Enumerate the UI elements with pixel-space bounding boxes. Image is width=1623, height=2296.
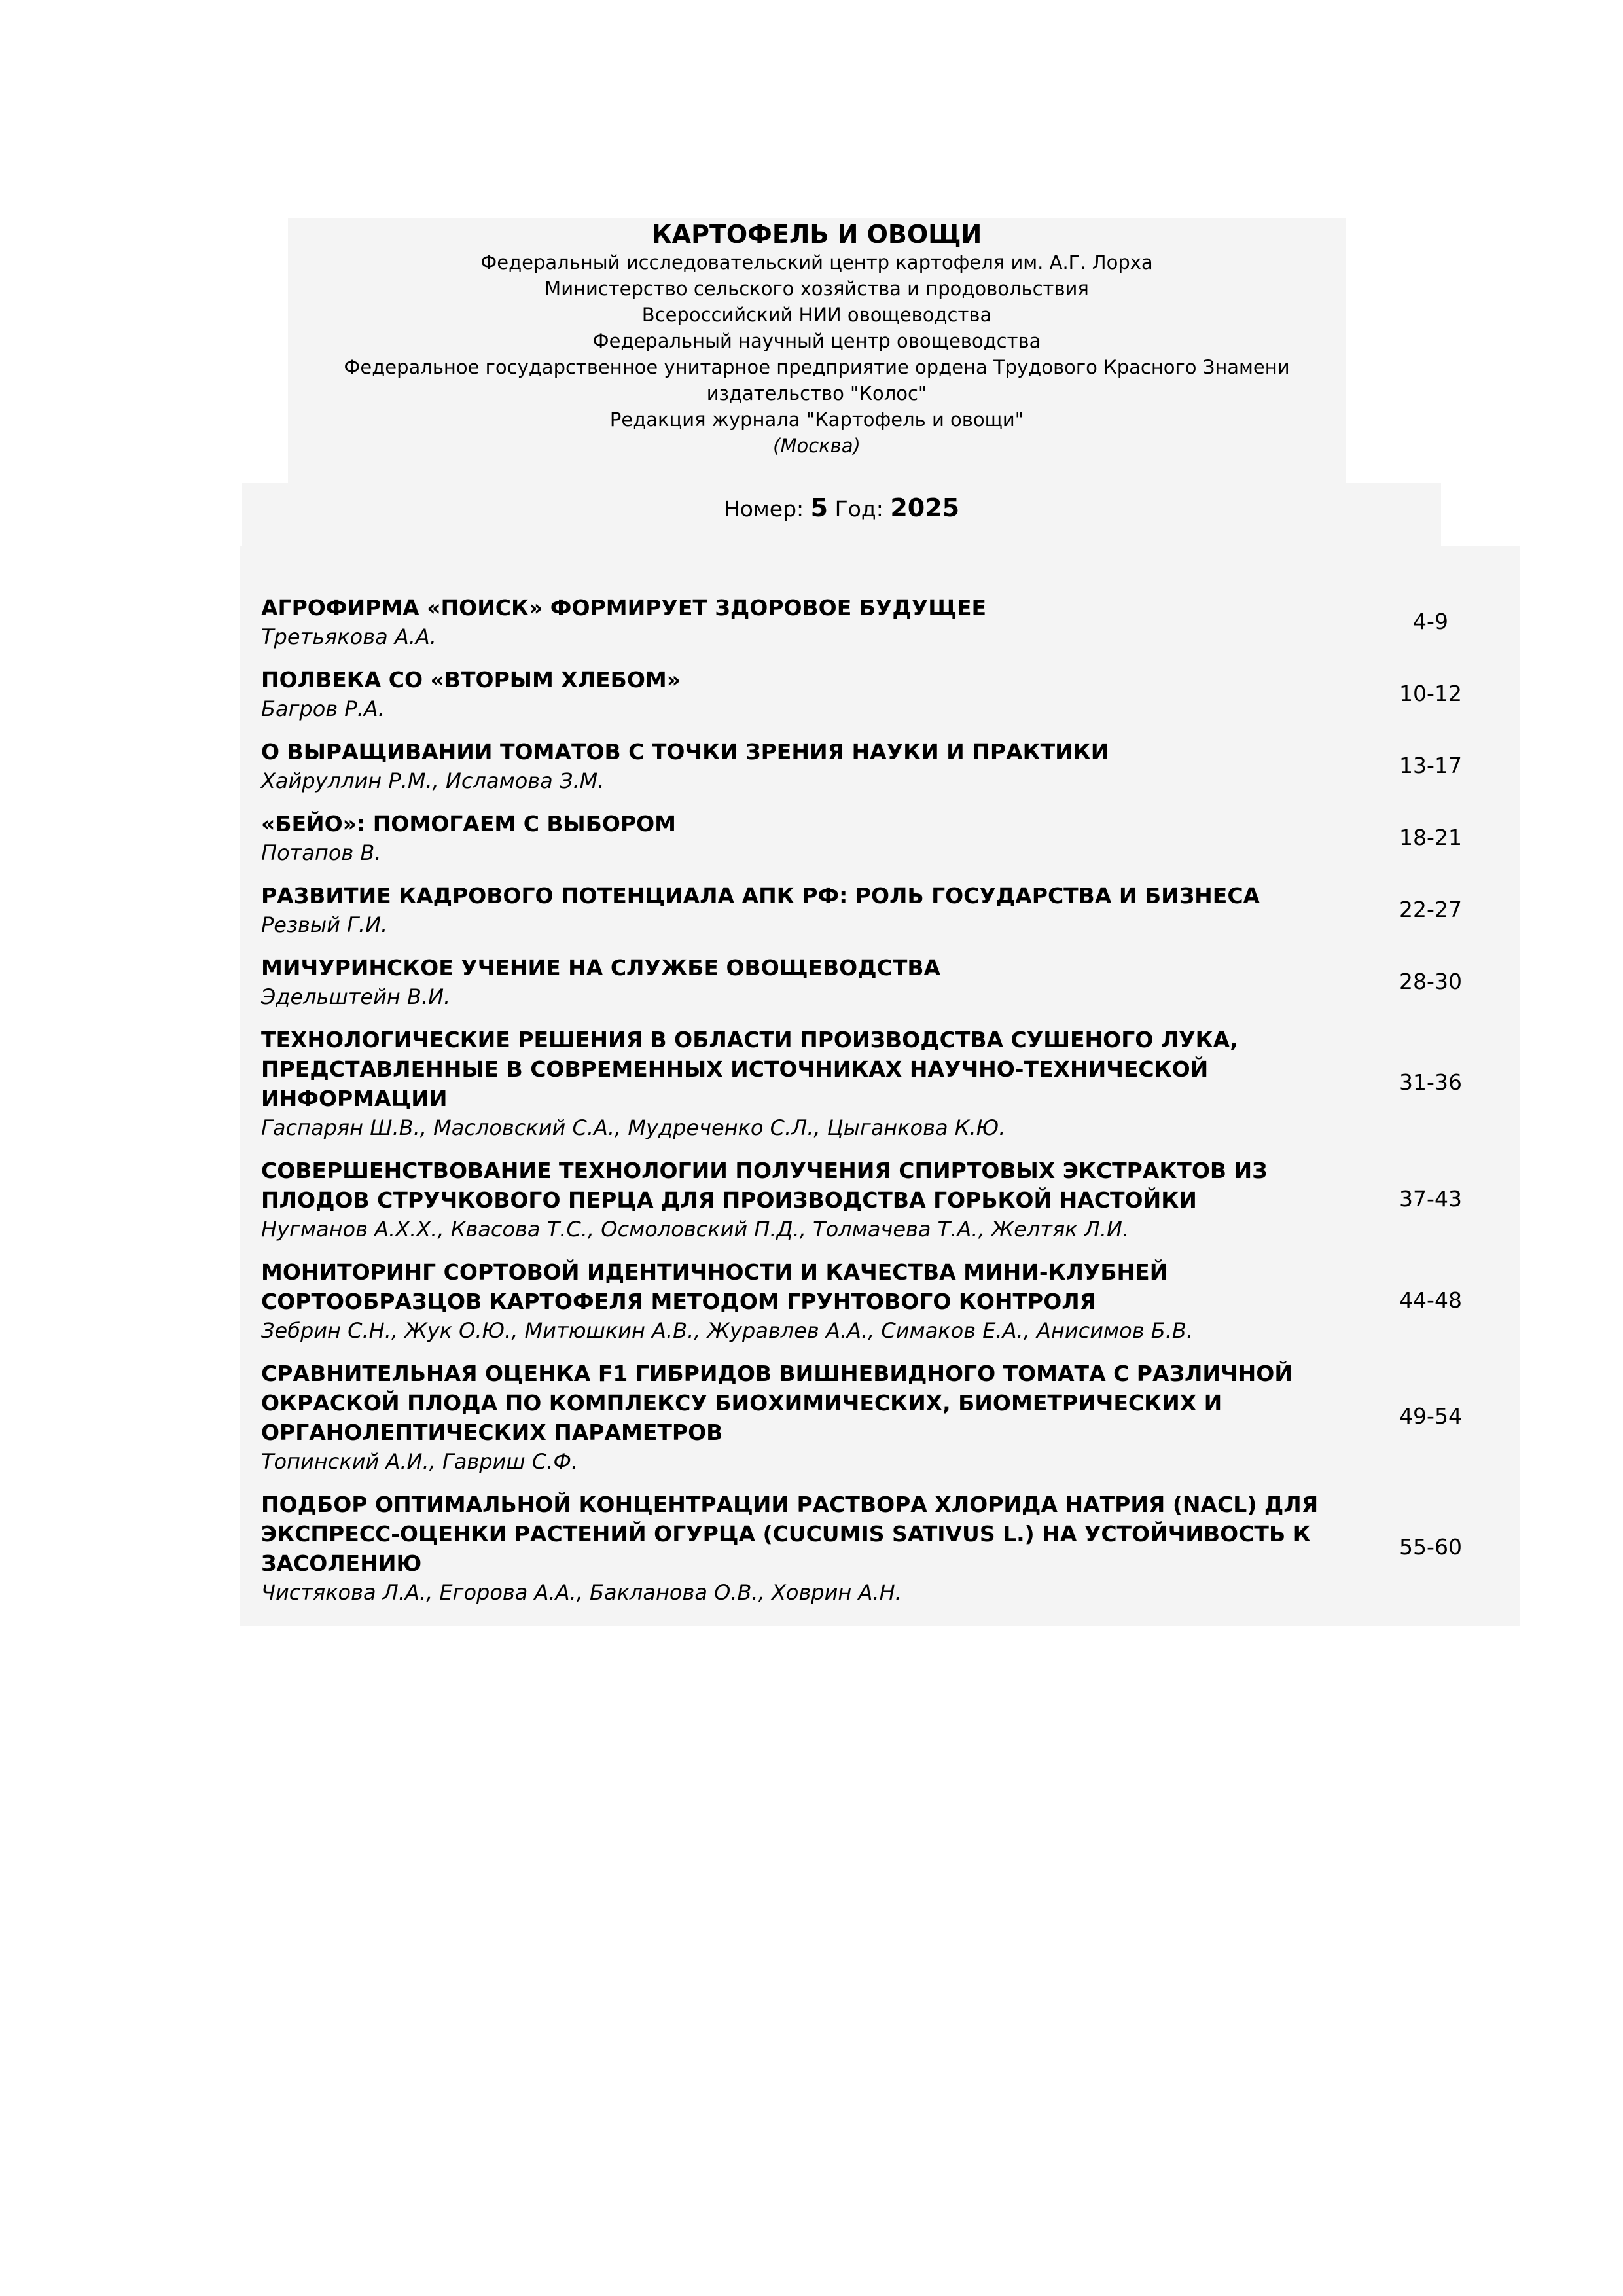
toc-entry[interactable]: [261, 665, 1505, 723]
article-title: АГРОФИРМА «ПОИСК» ФОРМИРУЕТ ЗДОРОВОЕ БУДУЩЕЕ: [261, 595, 987, 620]
article-authors: Хайруллин Р.М., Исламова З.М.: [261, 768, 605, 793]
organization-line: Федеральное государственное унитарное предприятие ордена Трудового Красного Знамени: [344, 356, 1290, 378]
article-authors: Потапов В.: [261, 840, 382, 865]
toc-entry[interactable]: [261, 881, 1505, 939]
article-pages: 37-43: [1399, 1186, 1462, 1211]
article-pages: 10-12: [1399, 681, 1462, 706]
article-title: ПЛОДОВ СТРУЧКОВОГО ПЕРЦА ДЛЯ ПРОИЗВОДСТВА ГОРЬКОЙ НАСТОЙКИ: [261, 1187, 1197, 1213]
article-title: МИЧУРИНСКОЕ УЧЕНИЕ НА СЛУЖБЕ ОВОЩЕВОДСТВА: [261, 955, 941, 980]
issue-year: 2025: [890, 493, 960, 522]
article-pages: 31-36: [1399, 1069, 1462, 1095]
article-title: ИНФОРМАЦИИ: [261, 1086, 448, 1111]
article-pages: 22-27: [1399, 897, 1462, 922]
issue-info: [242, 483, 1441, 546]
article-authors: Багров Р.А.: [261, 696, 385, 721]
article-pages: 18-21: [1399, 825, 1462, 850]
article-pages: 13-17: [1399, 753, 1462, 778]
article-title: ТЕХНОЛОГИЧЕСКИЕ РЕШЕНИЯ В ОБЛАСТИ ПРОИЗВОДСТВА СУШЕНОГО ЛУКА,: [261, 1027, 1238, 1052]
toc-entry[interactable]: [261, 1257, 1505, 1345]
article-authors: Резвый Г.И.: [261, 912, 388, 937]
article-pages: 44-48: [1399, 1287, 1462, 1313]
article-authors: Гаспарян Ш.В., Масловский С.А., Мудреченко С.Л., Цыганкова К.Ю.: [261, 1115, 1006, 1140]
article-title: «БЕЙО»: ПОМОГАЕМ С ВЫБОРОМ: [261, 811, 677, 836]
toc-entry[interactable]: [261, 737, 1505, 795]
article-title: ЭКСПРЕСС-ОЦЕНКИ РАСТЕНИЙ ОГУРЦА (CUCUMIS SATIVUS L.) НА УСТОЙЧИВОСТЬ К: [261, 1521, 1311, 1547]
organization-line: Всероссийский НИИ овощеводства: [641, 304, 992, 326]
article-title: ЗАСОЛЕНИЮ: [261, 1551, 422, 1576]
article-pages: 28-30: [1399, 969, 1462, 994]
journal-header: [288, 218, 1346, 483]
article-title: СРАВНИТЕЛЬНАЯ ОЦЕНКА F1 ГИБРИДОВ ВИШНЕВИДНОГО ТОМАТА С РАЗЛИЧНОЙ: [261, 1361, 1293, 1386]
article-authors: Эдельштейн В.И.: [261, 984, 451, 1009]
article-title: ПОЛВЕКА СО «ВТОРЫМ ХЛЕБОМ»: [261, 667, 681, 692]
organization-line: Федеральный научный центр овощеводства: [592, 330, 1041, 352]
article-title: СОВЕРШЕНСТВОВАНИЕ ТЕХНОЛОГИИ ПОЛУЧЕНИЯ СПИРТОВЫХ ЭКСТРАКТОВ ИЗ: [261, 1158, 1268, 1183]
journal-title: КАРТОФЕЛЬ И ОВОЩИ: [651, 220, 982, 249]
toc-entry[interactable]: [261, 1025, 1505, 1142]
article-title: СОРТООБРАЗЦОВ КАРТОФЕЛЯ МЕТОДОМ ГРУНТОВОГО КОНТРОЛЯ: [261, 1289, 1097, 1314]
publication-city: (Москва): [773, 435, 861, 457]
table-of-contents: [240, 546, 1520, 1626]
article-pages: 4-9: [1413, 609, 1448, 634]
organization-line: Федеральный исследовательский центр картофеля им. А.Г. Лорха: [480, 251, 1153, 274]
issue-year-label: Год:: [834, 496, 883, 522]
article-title: ОКРАСКОЙ ПЛОДА ПО КОМПЛЕКСУ БИОХИМИЧЕСКИХ, БИОМЕТРИЧЕСКИХ И: [261, 1390, 1222, 1416]
toc-entry[interactable]: [261, 953, 1505, 1011]
toc-entry[interactable]: [261, 809, 1505, 867]
article-pages: 49-54: [1399, 1403, 1462, 1429]
issue-number-label: Номер:: [723, 496, 804, 522]
article-title: О ВЫРАЩИВАНИИ ТОМАТОВ С ТОЧКИ ЗРЕНИЯ НАУКИ И ПРАКТИКИ: [261, 739, 1109, 764]
toc-entry[interactable]: [261, 1490, 1505, 1607]
issue-number: 5: [810, 493, 829, 522]
article-title: ПРЕДСТАВЛЕННЫЕ В СОВРЕМЕННЫХ ИСТОЧНИКАХ НАУЧНО-ТЕХНИЧЕСКОЙ: [261, 1056, 1209, 1082]
article-authors: Зебрин С.Н., Жук О.Ю., Митюшкин А.В., Журавлев А.А., Симаков Е.А., Анисимов Б.В.: [261, 1318, 1194, 1343]
organization-line: Министерство сельского хозяйства и продовольствия: [544, 278, 1089, 300]
organization-line: издательство "Колос": [706, 382, 927, 404]
toc-entry[interactable]: [261, 593, 1505, 651]
article-authors: Нугманов А.Х.Х., Квасова Т.С., Осмоловский П.Д., Толмачева Т.А., Желтяк Л.И.: [261, 1217, 1130, 1242]
organization-line: Редакция журнала "Картофель и овощи": [609, 408, 1024, 431]
article-title: РАЗВИТИЕ КАДРОВОГО ПОТЕНЦИАЛА АПК РФ: РОЛЬ ГОСУДАРСТВА И БИЗНЕСА: [261, 883, 1260, 908]
article-title: ОРГАНОЛЕПТИЧЕСКИХ ПАРАМЕТРОВ: [261, 1420, 723, 1445]
toc-entry[interactable]: [261, 1156, 1505, 1244]
article-authors: Третьякова А.А.: [261, 624, 437, 649]
article-title: МОНИТОРИНГ СОРТОВОЙ ИДЕНТИЧНОСТИ И КАЧЕСТВА МИНИ-КЛУБНЕЙ: [261, 1259, 1168, 1285]
article-authors: Чистякова Л.А., Егорова А.А., Бакланова О.В., Ховрин А.Н.: [261, 1580, 902, 1605]
toc-entry[interactable]: [261, 1359, 1505, 1476]
article-pages: 55-60: [1399, 1534, 1462, 1560]
article-authors: Топинский А.И., Гавриш С.Ф.: [261, 1449, 579, 1474]
article-title: ПОДБОР ОПТИМАЛЬНОЙ КОНЦЕНТРАЦИИ РАСТВОРА ХЛОРИДА НАТРИЯ (NACL) ДЛЯ: [261, 1492, 1319, 1517]
